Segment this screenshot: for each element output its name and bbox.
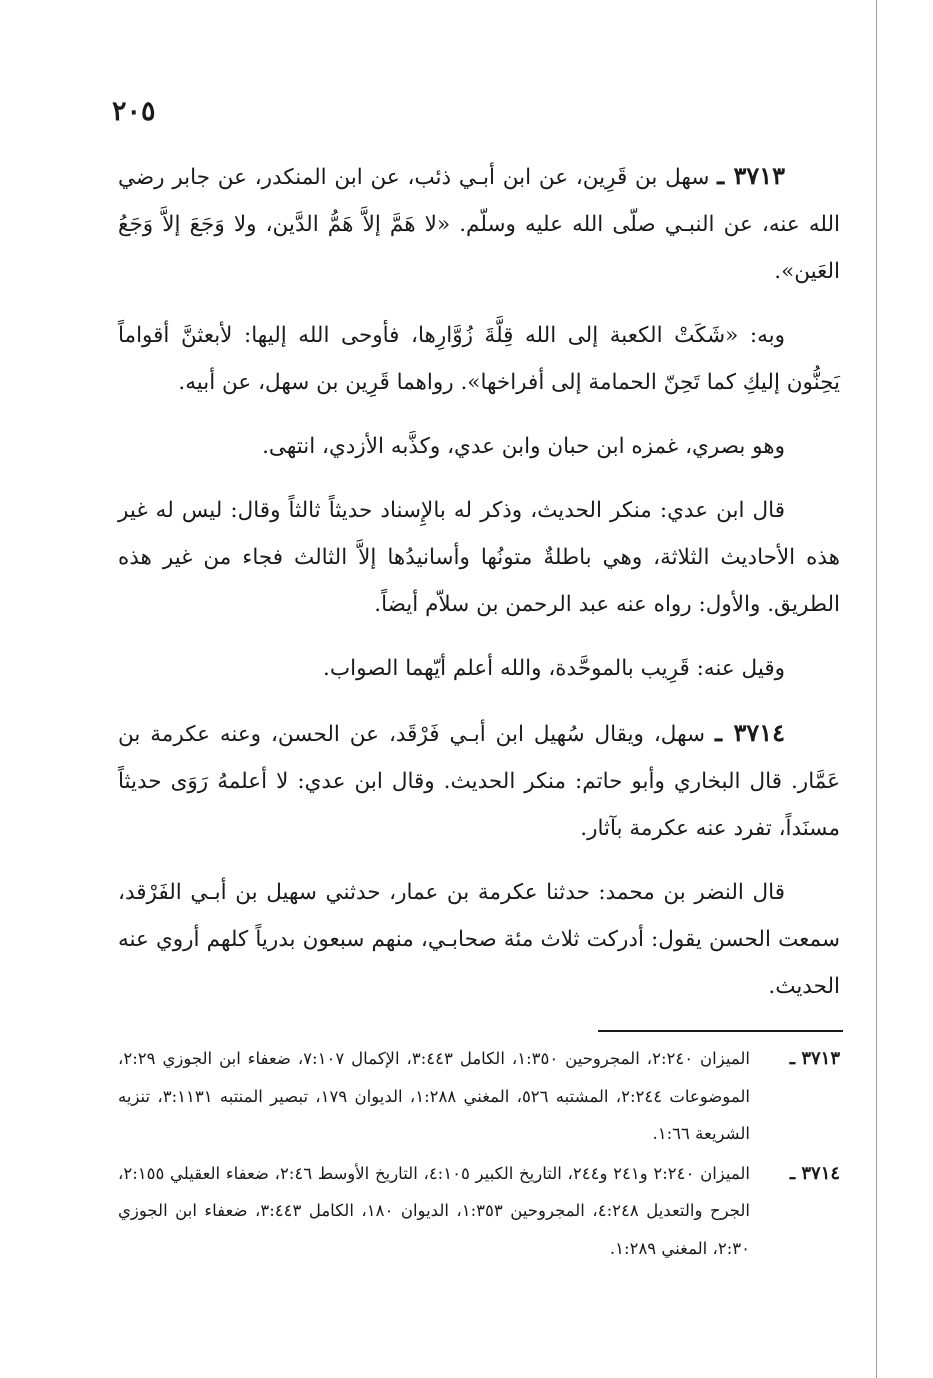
- entry-3713-paragraph-1: [118, 152, 840, 295]
- entry-3713-paragraph-5: وقيل عنه: قَرِيب بالموحَّدة، والله أعلم أيّهما الصواب.: [323, 656, 785, 681]
- entry-3714-paragraph-2: قال النضر بن محمد: حدثنا عكرمة بن عمار، حدثني سهيل بن أبـي الفَرْقد، سمعت الحسن يقول: أدركت ثلاث مئة صحابـي، منهم سبعون بدرياً كلهم أروي عنه الحديث.: [118, 880, 840, 999]
- entry-text: سهل، ويقال سُهيل ابن أبـي فَرْقَد، عن الحسن، وعنه عكرمة بن عَمَّار. قال البخاري وأبو حاتم: منكر الحديث. وقال ابن عدي: لا أعلمهُ رَوَى حديثاً مسنَداً، تفرد عنه عكرمة بآثار.: [118, 722, 840, 841]
- entry-3713-paragraph-4: قال ابن عدي: منكر الحديث، وذكر له بالإِسناد حديثاً ثالثاً وقال: ليس له غير هذه الأحاديث الثلاثة، وهي باطلةٌ متونُها وأسانيدُها إلاَّ الثالث فجاء من غير هذه الطريق. والأول: رواه عنه عبد الرحمن بن سلاّم أيضاً.: [118, 498, 840, 617]
- entry-text: سهل بن قَرِين، عن ابن أبـي ذئب، عن ابن المنكدر، عن جابر رضي الله عنه، عن النبـي صلّى الله عليه وسلّم. «لا هَمَّ إلاَّ هَمُّ الدَّين، ولا وَجَعَ إلاَّ وَجَعُ العَين».: [118, 165, 840, 284]
- footnote-separator-rule: [598, 1030, 843, 1032]
- page-scan-edge-line: [876, 0, 877, 1378]
- entry-number: ٣٧١٣ ـ: [717, 161, 785, 190]
- main-text: [118, 152, 840, 1027]
- entry-3713-paragraph-3: وهو بصري، غمزه ابن حبان وابن عدي، وكذَّبه الأزدي، انتهى.: [262, 434, 785, 459]
- footnote-3713: [118, 1040, 840, 1153]
- entry-3714-paragraph-1: [118, 709, 840, 852]
- footnote-text: الميزان ٢:٢٤٠ و٢٤١ و٢٤٤، التاريخ الكبير ٤:١٠٥، التاريخ الأوسط ٢:٤٦، ضعفاء العقيلي ٢:١٥٥، الجرح والتعديل ٤:٢٤٨، المجروحين ١:٣٥٣، الديوان ١٨٠، الكامل ٣:٤٤٣، ضعفاء ابن الجوزي ٢:٣٠، المغني ١:٢٨٩.: [118, 1163, 751, 1258]
- footnote-3714: [118, 1155, 840, 1268]
- entry-number: ٣٧١٤ ـ: [714, 718, 786, 747]
- footnote-number: ٣٧١٤ ـ: [789, 1162, 841, 1184]
- footnote-text: الميزان ٢:٢٤٠، المجروحين ١:٣٥٠، الكامل ٣:٤٤٣، الإكمال ٧:١٠٧، ضعفاء ابن الجوزي ٢:٢٩، الموضوعات ٢:٢٤٤، المشتبه ٥٢٦، المغني ١:٢٨٨، الديوان ١٧٩، تبصير المنتبه ٣:١١٣١، تنزيه الشريعة ١:٦٦.: [118, 1049, 750, 1143]
- footnotes: [118, 1040, 840, 1269]
- page-number: ٢٠٥: [112, 96, 156, 127]
- footnote-number: ٣٧١٣ ـ: [789, 1048, 840, 1069]
- entry-3713-paragraph-2: وبه: «شَكَتْ الكعبة إلى الله قِلَّةَ زُوَّارِها، فأوحى الله إليها: لأبعثنَّ أقواماً يَحِنُّون إليكِ كما تَحِنّ الحمامة إلى أفراخها». رواهما قَرِين بن سهل، عن أبيه.: [118, 323, 840, 395]
